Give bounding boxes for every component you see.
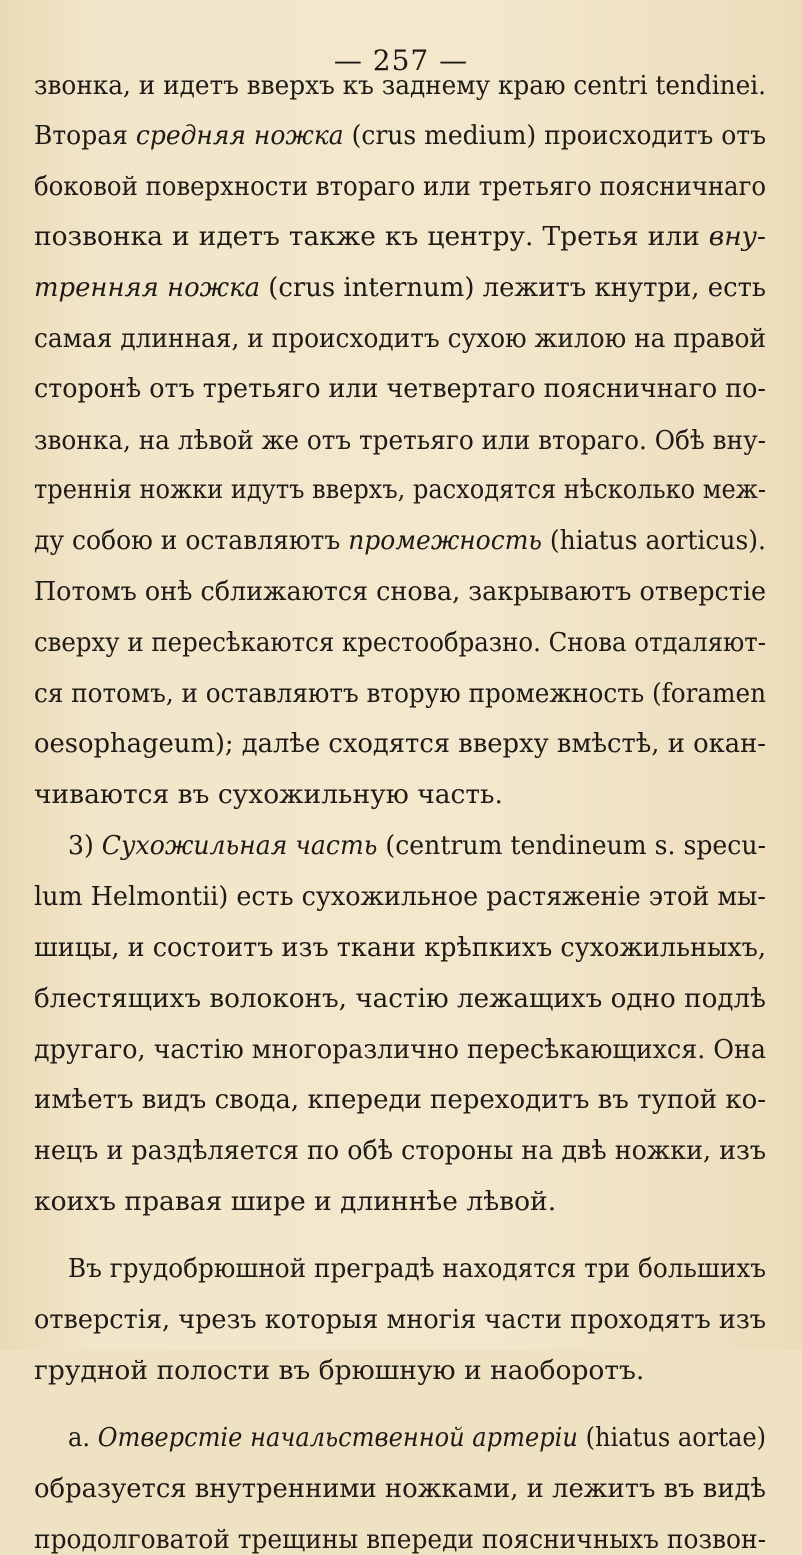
text-line bbox=[34, 425, 766, 456]
text-line bbox=[34, 272, 766, 303]
text-line bbox=[34, 779, 503, 810]
text-line bbox=[34, 1304, 766, 1335]
text-run: блестящихъ волоконъ, частію лежащихъ одно подлѣ bbox=[34, 983, 766, 1014]
text-run: ду собою и оставляютъ bbox=[34, 525, 349, 556]
text-run: (hiatus aorticus). bbox=[541, 525, 766, 556]
text-run: (crus medium) происходитъ отъ bbox=[343, 120, 766, 151]
text-line bbox=[34, 678, 766, 709]
text-line bbox=[34, 323, 766, 354]
text-run: oesophageum); далѣе сходятся вверху вмѣстѣ, и окан- bbox=[34, 728, 766, 759]
text-run: чиваются въ сухожильную часть. bbox=[34, 779, 503, 810]
text-run: треннія ножки идутъ вверхъ, расходятся нѣсколько меж- bbox=[34, 474, 766, 505]
text-line bbox=[34, 373, 766, 404]
italic-term: вну- bbox=[708, 221, 766, 252]
text-line bbox=[34, 932, 766, 963]
text-line bbox=[34, 120, 766, 151]
text-line bbox=[34, 1355, 645, 1386]
text-line bbox=[34, 221, 766, 252]
text-run: Въ грудобрюшной преградѣ находятся три большихъ bbox=[68, 1253, 766, 1284]
page-number: — 257 — bbox=[333, 44, 469, 77]
text-run: (crus internum) лежитъ кнутри, есть bbox=[259, 272, 766, 303]
text-line bbox=[68, 1422, 766, 1453]
italic-term: тренняя ножка bbox=[34, 272, 260, 303]
text-run: сверху и пересѣкаются крестообразно. Снова отдаляют- bbox=[34, 627, 766, 658]
text-line bbox=[34, 627, 766, 658]
italic-term: Отверстіе начальственной артеріи bbox=[97, 1422, 578, 1453]
text-run: ся потомъ, и оставляютъ вторую промежность (foramen bbox=[34, 678, 766, 709]
italic-term: Сухожильная часть bbox=[101, 830, 378, 861]
text-run: шицы, и состоитъ изъ ткани крѣпкихъ сухожильныхъ, bbox=[34, 932, 766, 963]
text-run: 3) bbox=[68, 830, 102, 861]
text-line bbox=[34, 728, 766, 759]
text-line bbox=[34, 1135, 766, 1166]
text-line bbox=[34, 525, 766, 556]
text-run: продолговатой трещины впереди поясничныхъ позвон- bbox=[34, 1524, 766, 1555]
text-line bbox=[34, 983, 766, 1014]
text-run: грудной полости въ брюшную и наоборотъ. bbox=[34, 1355, 645, 1386]
text-run: отверстія, чрезъ которыя многія части проходятъ изъ bbox=[34, 1304, 766, 1335]
text-run: Вторая bbox=[34, 120, 136, 151]
text-run: lum Helmontii) есть сухожильное растяженіе этой мы- bbox=[34, 881, 766, 912]
italic-term: промежность bbox=[348, 525, 542, 556]
text-run: звонка, и идетъ вверхъ къ заднему краю centri tendinei. bbox=[34, 70, 766, 101]
text-line bbox=[34, 1034, 766, 1065]
text-line bbox=[34, 1473, 766, 1504]
text-run: Потомъ онѣ сближаются снова, закрываютъ отверстіе bbox=[34, 576, 766, 607]
text-run: (hiatus aortae) bbox=[577, 1422, 766, 1453]
text-run: позвонка и идетъ также къ центру. Третья или bbox=[34, 221, 709, 252]
text-line bbox=[34, 1524, 766, 1555]
text-line bbox=[34, 70, 766, 101]
text-run: a. bbox=[68, 1422, 98, 1453]
text-line bbox=[34, 1186, 557, 1217]
text-line bbox=[34, 576, 766, 607]
text-run: имѣетъ видъ свода, кпереди переходитъ въ тупой ко- bbox=[34, 1084, 766, 1115]
text-line bbox=[34, 171, 766, 202]
text-run: самая длинная, и происходитъ сухою жилою на правой bbox=[34, 323, 766, 354]
text-run: звонка, на лѣвой же отъ третьяго или втораго. Обѣ вну- bbox=[34, 425, 766, 456]
text-run: нецъ и раздѣляется по обѣ стороны на двѣ ножки, изъ bbox=[34, 1135, 766, 1166]
text-line bbox=[68, 830, 766, 861]
italic-term: средняя ножка bbox=[135, 120, 344, 151]
text-line bbox=[34, 474, 766, 505]
text-run: боковой поверхности втораго или третьяго поясничнаго bbox=[34, 171, 766, 202]
text-run: (centrum tendineum s. specu- bbox=[377, 830, 766, 861]
text-run: другаго, частію многоразлично пересѣкающихся. Она bbox=[34, 1034, 766, 1065]
text-run: сторонѣ отъ третьяго или четвертаго поясничнаго по- bbox=[34, 373, 766, 404]
text-run: коихъ правая шире и длиннѣе лѣвой. bbox=[34, 1186, 557, 1217]
text-line bbox=[68, 1253, 766, 1284]
text-line bbox=[34, 881, 766, 912]
text-run: образуется внутренними ножками, и лежитъ въ видѣ bbox=[34, 1473, 766, 1504]
text-line bbox=[34, 1084, 766, 1115]
